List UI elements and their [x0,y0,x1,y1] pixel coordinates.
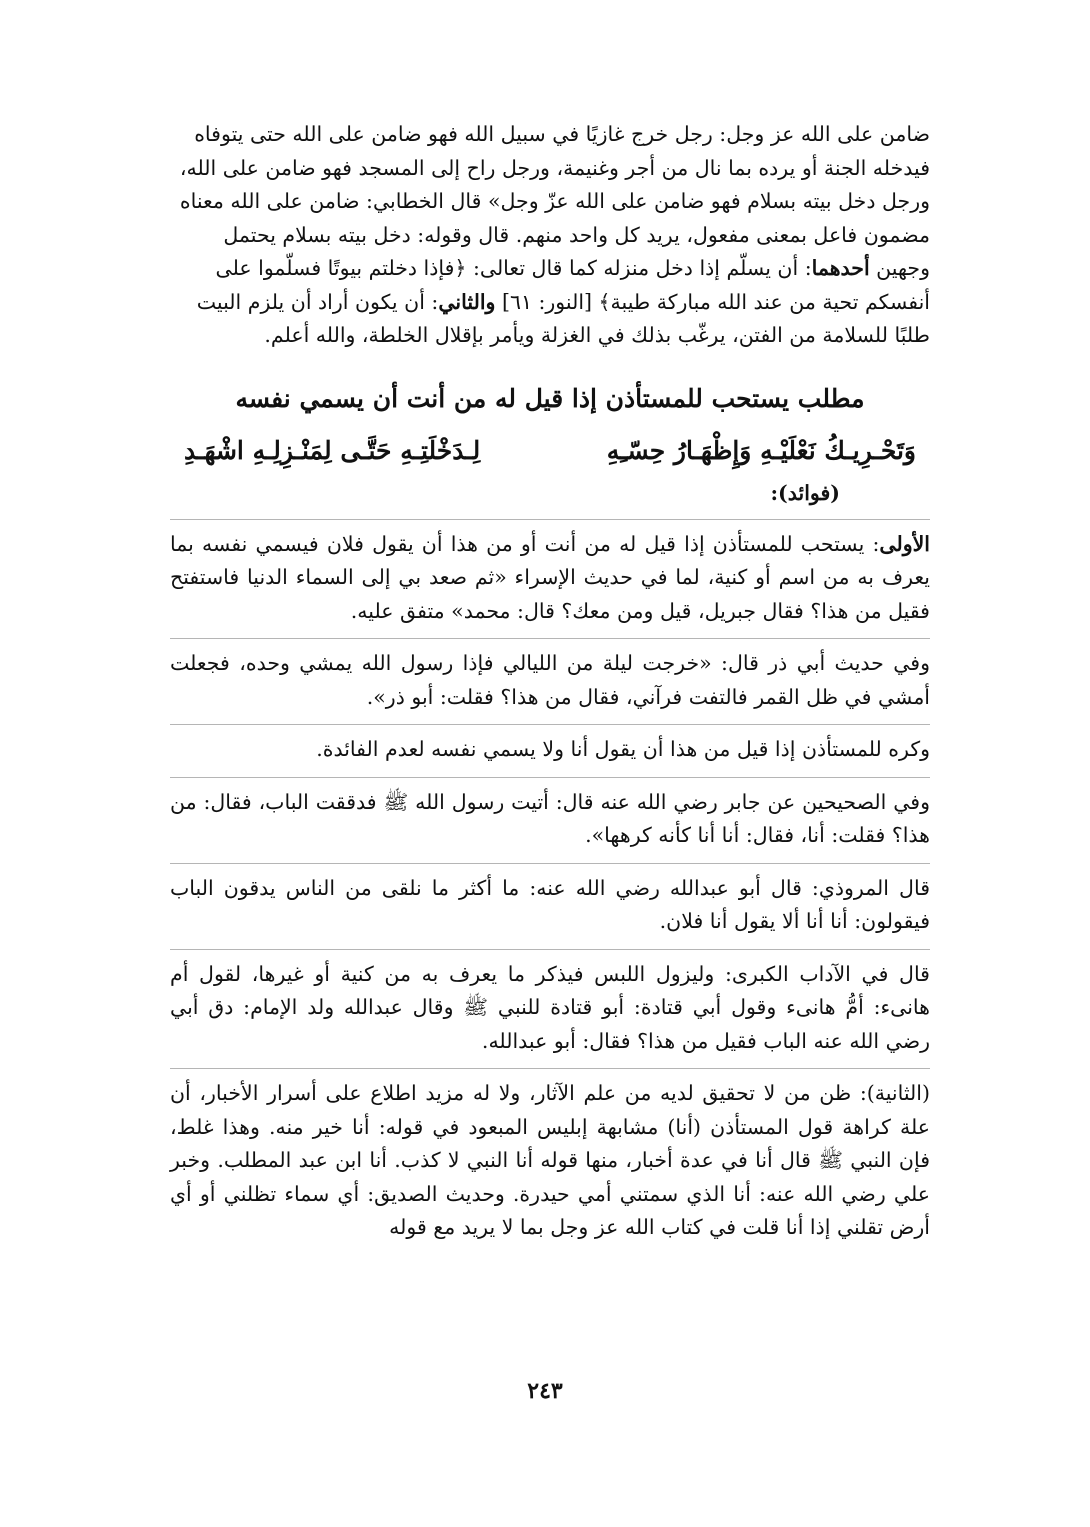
paragraph [170,528,930,629]
paragraph [170,1077,930,1245]
divider [170,724,930,725]
text-line [170,252,930,286]
text-line [170,286,930,320]
divider [170,949,930,950]
page-number: ٢٤٣ [527,1378,563,1404]
text-line: ورجل دخل بيته بسلام فهو ضامن على الله عزّ وجل» قال الخطابي: ضامن على الله معناه [179,189,930,213]
bold-term: (الثانية) [866,1081,930,1105]
verse-second-hemistich: لِـدَخْلَتِـهِ حَتَّـى لِمَنْـزِلِـهِ اشْهَـدِ [184,435,481,465]
section-heading: مطلب يستحب للمستأذن إذا قيل له من أنت أن يسمي نفسه [235,383,865,413]
divider [170,1068,930,1069]
text-line: مضمون فاعل بمعنى مفعول، يريد كل واحد منهم. قال وقوله: دخل بيته بسلام يحتمل [223,222,930,247]
divider [170,863,930,864]
divider [170,519,930,520]
bold-term: والثاني [438,289,496,314]
paragraph: قال المروذي: قال أبو عبدالله رضي الله عنه: ما أكثر ما نلقى من الناس يدقون الباب فيقولون: أنا أنا ألا يقول أنا فلان. [170,875,930,933]
text-line: ضامن على الله عز وجل: رجل خرج غازيًا في سبيل الله فهو ضامن على الله حتى يتوفاه [194,122,930,146]
book-page [170,118,930,1245]
divider [170,638,930,639]
paragraph: قال في الآداب الكبرى: وليزول اللبس فيذكر ما يعرف به من كنية أو غيرها، لقول أم هانىء: أمُّ هانىء وقول أبي قتادة: أبو قتادة للنبي ﷺ وقال عبدالله ولد الإمام: دق أبي رضي الله عنه الباب فقيل من هذا؟ فقال: أبو عبدالله. [170,961,930,1053]
text-line: فيدخله الجنة أو يرده بما نال من أجر وغنيمة، ورجل راح إلى المسجد فهو ضامن على الله، [179,155,930,180]
bold-term: أحدهما [811,256,870,280]
poem-verse [170,429,930,473]
fawaid-label: (فوائد): [770,480,840,505]
bold-term: الأولى [879,531,930,556]
text-run: : يستحب للمستأذن إذا قيل له من أنت أو من هذا أن يقول فلان فيسمي نفسه بما يعرف به من اسم أو كنية، لما في حديث الإسراء «ثم صعد بي إلى السماء الدنيا فاستفتح فقيل من هذا؟ فقال جبريل، قيل ومن معك؟ قال: محمد» متفق عليه. [170,531,930,623]
text-run: وجهين [869,256,930,280]
text-line: طلبًا للسلامة من الفتن، يرغّب بذلك في الغزلة ويأمر بإقلال الخلطة، والله أعلم. [264,323,930,347]
text-run: : ظن من لا تحقيق لديه من علم الآثار، ولا له مزيد اطلاع على أسرار الأخبار، أن علة كراهة قول المستأذن (أنا) مشابهة إبليس المبعود في قوله: أنا خير منه. وهذا غلط، فإن النبي ﷺ قال أنا في عدة أخبار، منها قوله أنا النبي لا كذب. أنا ابن عبد المطلب. وخبر علي رضي الله عنه: أنا الذي سمتني أمي حيدرة. وحديث الصديق: أي سماء تظلني أو أي أرض تقلني إذا أنا قلت في كتاب الله عز وجل بما لا يريد مع قوله [170,1081,930,1239]
continuation-block [170,118,930,353]
text-run: أنفسكم تحية من عند الله مباركة طيبة﴾ [النور: ٦١] [495,289,930,314]
text-run: : أن يسلّم إذا دخل منزله كما قال تعالى: ﴿فإذا دخلتم بيوتًا فسلّموا على [215,256,812,280]
text-run: : أن يكون أراد أن يلزم البيت [196,289,439,314]
divider [170,777,930,778]
paragraph: وفي حديث أبي ذر قال: «خرجت ليلة من الليالي فإذا رسول الله يمشي وحده، فجعلت أمشي في ظل القمر فالتفت فرآني، فقال من هذا؟ فقلت: أبو ذر». [170,651,930,709]
verse-first-hemistich: وَتَحْـرِيـكُ نَعْلَيْـهِ وَإِظْهَـارُ حِسّـِهِ [606,435,916,465]
paragraph: وفي الصحيحين عن جابر رضي الله عنه قال: أتيت رسول الله ﷺ فدققت الباب، فقال: من هذا؟ فقلت: أنا، فقال: أنا أنا كأنه كرهها». [170,789,930,847]
commentary-section [170,528,930,1245]
paragraph: وكره للمستأذن إذا قيل من هذا أن يقول أنا ولا يسمي نفسه لعدم الفائدة. [316,737,930,761]
